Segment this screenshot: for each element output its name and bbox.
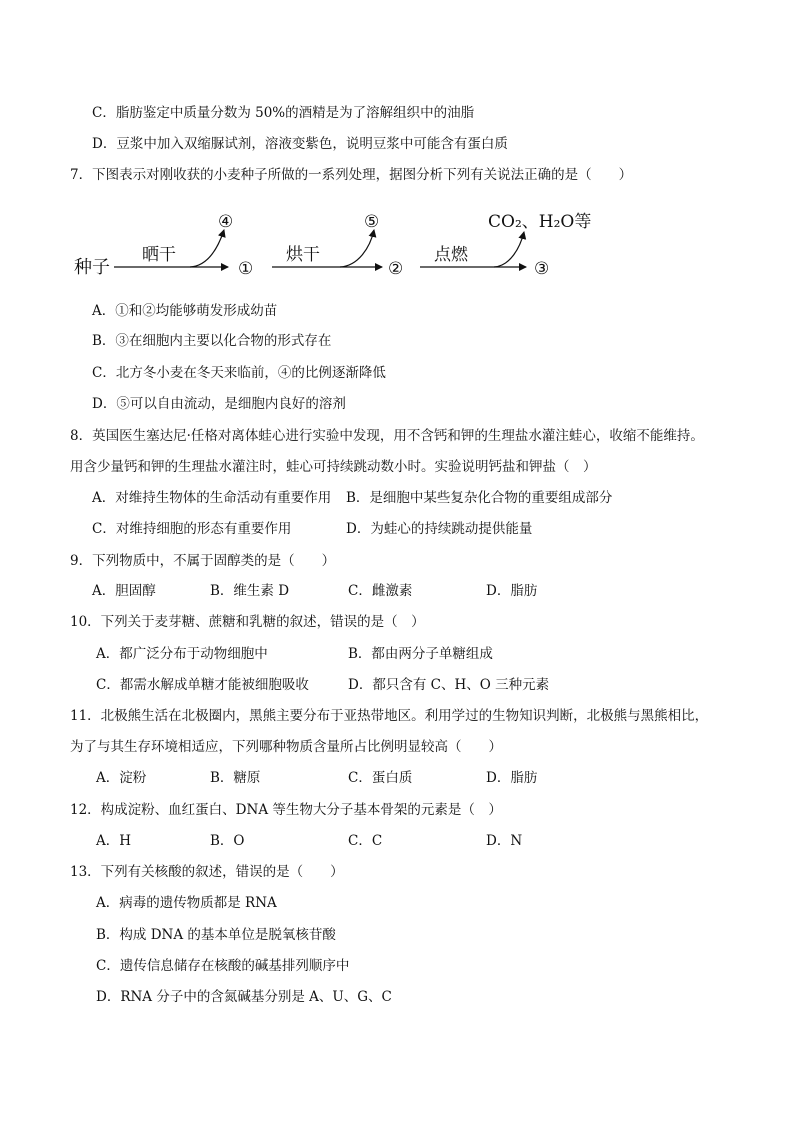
q7-option-c: C．北方冬小麦在冬天来临前，④的比例逐渐降低	[92, 365, 386, 381]
node-label-3: ③	[534, 259, 550, 279]
seed-processing-diagram	[70, 198, 600, 280]
q8-option-b: B．是细胞中某些复杂化合物的重要组成部分	[346, 490, 613, 506]
q9-option-a: A．胆固醇	[92, 583, 156, 599]
node-label-1: ①	[238, 259, 254, 279]
q7-option-a: A．①和②均能够萌发形成幼苗	[92, 303, 278, 319]
q12-option-d: D．N	[486, 833, 523, 849]
branch-arrow-1	[190, 230, 224, 267]
q8-stem-line2: 用含少量钙和钾的生理盐水灌注时，蛙心可持续跳动数小时。实验说明钙盐和钾盐（ ）	[70, 459, 597, 475]
q7-option-d: D．⑤可以自由流动，是细胞内良好的溶剂	[92, 396, 346, 412]
q9-stem: 9．下列物质中，不属于固醇类的是（ ）	[70, 553, 336, 569]
q6-option-c: C．脂肪鉴定中质量分数为 50%的酒精是为了溶解组织中的油脂	[92, 105, 475, 121]
q11-option-c: C．蛋白质	[348, 770, 413, 786]
q10-option-c: C．都需水解成单糖才能被细胞吸收	[96, 677, 309, 693]
q13-option-d: D．RNA 分子中的含氮碱基分别是 A、U、G、C	[96, 989, 392, 1005]
q13-option-c: C．遗传信息储存在核酸的碱基排列顺序中	[96, 958, 350, 974]
q10-stem: 10．下列关于麦芽糖、蔗糖和乳糖的叙述，错误的是（ ）	[70, 614, 425, 630]
node-label-2: ②	[388, 259, 404, 279]
q10-option-b: B．都由两分子单糖组成	[348, 646, 493, 662]
q12-option-a: A．H	[96, 833, 132, 849]
q12-stem: 12．构成淀粉、血红蛋白、DNA 等生物大分子基本骨架的元素是（ ）	[70, 802, 502, 818]
q11-stem-line2: 为了与其生存环境相适应，下列哪种物质含量所占比例明显较高（ ）	[70, 739, 502, 755]
q9-option-d: D．脂肪	[486, 583, 538, 599]
q13-option-a: A．病毒的遗传物质都是 RNA	[96, 895, 277, 911]
q12-option-b: B．O	[210, 833, 245, 849]
step-oven-dry-label: 烘干	[286, 245, 320, 265]
q9-option-b: B．维生素 D	[210, 583, 290, 599]
branch-label-products: CO₂、H₂O等	[488, 212, 592, 232]
step-sun-dry-label: 晒干	[142, 245, 176, 265]
branch-arrow-3	[494, 232, 524, 267]
q12-option-c: C．C	[348, 833, 383, 849]
q11-stem-line1: 11．北极熊生活在北极圈内，黑熊主要分布于亚热带地区。利用学过的生物知识判断，北极熊与黑熊相比，	[70, 708, 709, 724]
q8-option-c: C．对维持细胞的形态有重要作用	[92, 521, 292, 537]
q10-option-a: A．都广泛分布于动物细胞中	[96, 646, 268, 662]
q8-stem-line1: 8．英国医生塞达尼·任格对离体蛙心进行实验中发现，用不含钙和钾的生理盐水灌注蛙心，收缩不能维持。	[70, 428, 704, 444]
q11-option-b: B．糖原	[210, 770, 261, 786]
q11-option-d: D．脂肪	[486, 770, 538, 786]
q6-option-d: D．豆浆中加入双缩脲试剂，溶液变紫色，说明豆浆中可能含有蛋白质	[92, 136, 508, 152]
step-burn-label: 点燃	[434, 245, 468, 265]
q9-option-c: C．雌激素	[348, 583, 413, 599]
q13-option-b: B．构成 DNA 的基本单位是脱氧核苷酸	[96, 927, 336, 943]
branch-label-4: ④	[218, 212, 234, 232]
seed-label: 种子	[74, 257, 110, 278]
q7-stem: 7．下图表示对刚收获的小麦种子所做的一系列处理，据图分析下列有关说法正确的是（ ）	[70, 167, 633, 183]
q10-option-d: D．都只含有 C、H、O 三种元素	[348, 677, 550, 693]
q8-option-a: A．对维持生物体的生命活动有重要作用	[92, 490, 332, 506]
branch-label-5: ⑤	[364, 212, 380, 232]
q13-stem: 13．下列有关核酸的叙述，错误的是（ ）	[70, 864, 344, 880]
q8-option-d: D．为蛙心的持续跳动提供能量	[346, 521, 533, 537]
q7-option-b: B．③在细胞内主要以化合物的形式存在	[92, 333, 332, 349]
q11-option-a: A．淀粉	[96, 770, 147, 786]
branch-arrow-2	[340, 230, 374, 267]
